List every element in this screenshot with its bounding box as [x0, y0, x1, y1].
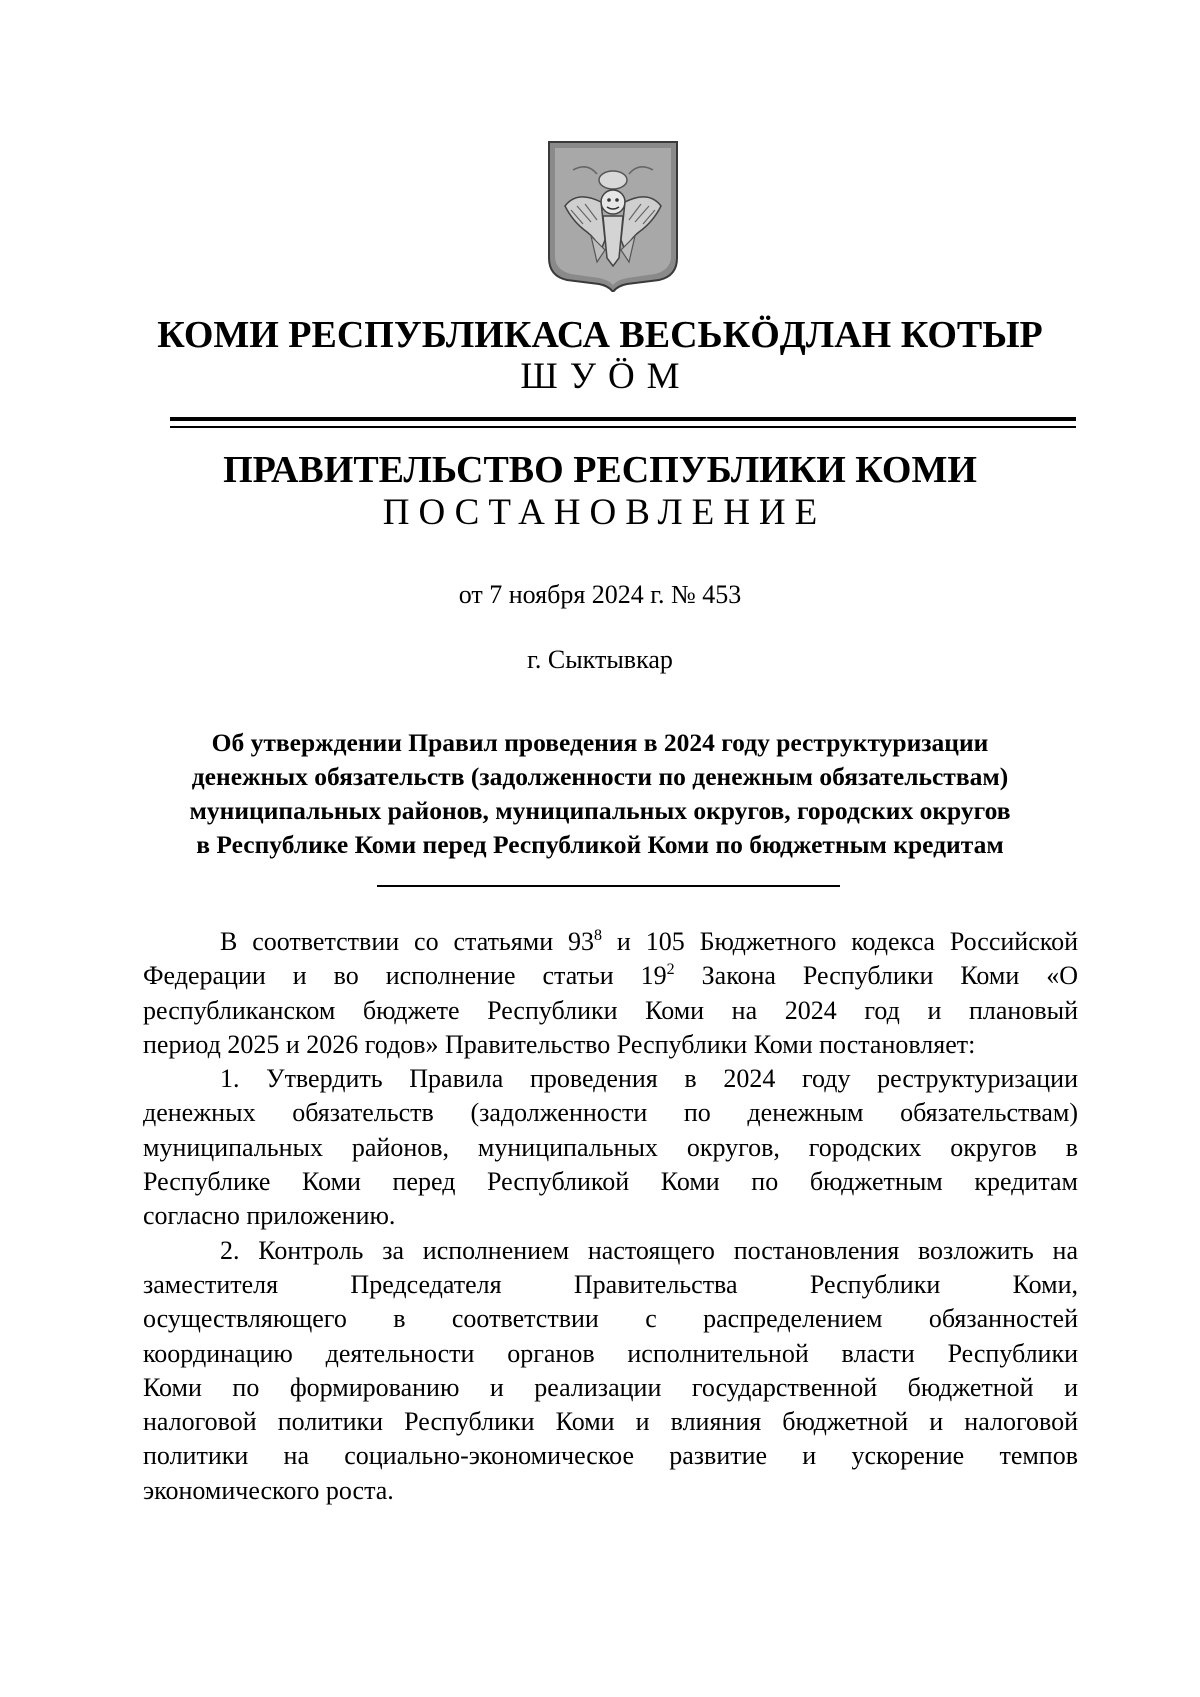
komi-decree-type: ШУӦМ [520, 356, 692, 397]
body-text: Федерации и во исполнение статьи 19 [143, 961, 667, 991]
body-line [143, 959, 1078, 993]
article-superscript: 8 [594, 927, 603, 944]
decree-title-line: Об утверждении Правил проведения в 2024 году реструктуризации [211, 728, 989, 757]
body-line: денежных обязательств (задолженности по денежным обязательствам) [143, 1098, 1078, 1128]
title-underline [377, 885, 840, 887]
body-line: осуществляющего в соответствии с распределением обязанностей [143, 1304, 1078, 1334]
header-divider-thick [170, 417, 1076, 421]
decree-city: г. Сыктывкар [527, 645, 673, 674]
body-line: Коми по формированию и реализации государственной бюджетной и [143, 1372, 1078, 1402]
body-line: политики на социально-экономическое развитие и ускорение темпов [143, 1441, 1078, 1471]
government-title: ПРАВИТЕЛЬСТВО РЕСПУБЛИКИ КОМИ [223, 449, 977, 491]
body-line: координацию деятельности органов исполнительной власти Республики [143, 1338, 1078, 1368]
body-line: экономического роста. [143, 1475, 394, 1505]
decree-title-line: денежных обязательств (задолженности по денежным обязательствам) [191, 762, 1009, 791]
decree-title-line: муниципальных районов, муниципальных округов, городских округов [189, 796, 1011, 825]
body-line: 1. Утвердить Правила проведения в 2024 году реструктуризации [220, 1064, 1078, 1094]
body-text: В соответствии со статьями 93 [220, 927, 595, 956]
body-text: Закона Республики Коми «О [674, 961, 1078, 991]
body-line: налоговой политики Республики Коми и влияния бюджетной и налоговой [143, 1407, 1078, 1437]
body-line: заместителя Председателя Правительства Республики Коми, [143, 1269, 1078, 1299]
decree-body [143, 925, 1078, 1508]
decree-date-number: от 7 ноября 2024 г. № 453 [458, 580, 742, 609]
komi-government-title: КОМИ РЕСПУБЛИКАСА ВЕСЬКӦДЛАН КОТЫР [157, 314, 1043, 356]
body-line: республиканском бюджете Республики Коми на 2024 год и плановый [143, 995, 1078, 1025]
header-divider-thin [170, 426, 1076, 428]
article-superscript: 2 [666, 961, 675, 979]
body-text: и 105 Бюджетного кодекса Российской [602, 927, 1078, 956]
body-line: 2. Контроль за исполнением настоящего постановления возложить на [220, 1235, 1078, 1265]
body-line: согласно приложению. [143, 1201, 396, 1231]
decree-type: ПОСТАНОВЛЕНИЕ [382, 492, 827, 533]
body-line: Республике Коми перед Республикой Коми по бюджетным кредитам [143, 1167, 1078, 1197]
body-line [143, 925, 1078, 959]
decree-title [130, 726, 1070, 862]
komi-coat-of-arms-icon [547, 140, 679, 292]
decree-title-line: в Республике Коми перед Республикой Коми по бюджетным кредитам [196, 830, 1004, 859]
body-line: муниципальных районов, муниципальных округов, городских округов в [143, 1132, 1078, 1162]
body-line: период 2025 и 2026 годов» Правительство Республики Коми постановляет: [143, 1029, 976, 1059]
